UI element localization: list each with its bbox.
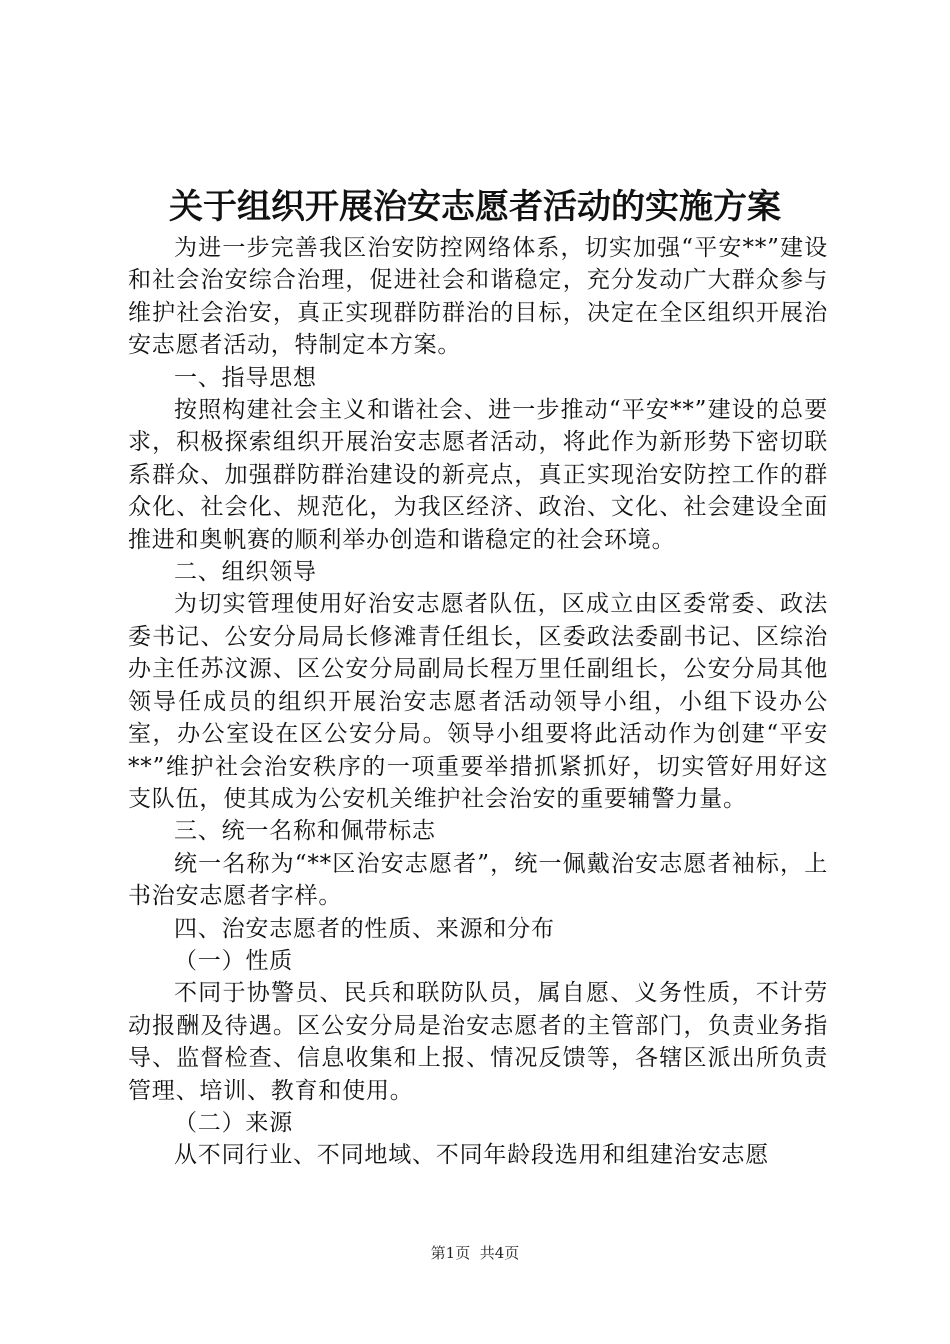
section-heading-name-and-badge: 三、统一名称和佩带标志 — [174, 818, 436, 845]
leadership-paragraph: 为切实管理使用好治安志愿者队伍，区成立由区委常委、政法委书记、公安分局局长修滩青任组长，区委政法委副书记、区综治办主任苏汶源、区公安分局副局长程万里任副组长，公安分局其他领导任成员的组织开展治安志愿者活动领导小组，小组下设办公室，办公室设在区公安分局。领导小组要将此活动作为创建“平安**”维护社会治安秩序的一项重要举措抓紧抓好，切实管好用好这支队伍，使其成为公安机关维护社会治安的重要辅警力量。 — [128, 591, 828, 812]
nature-paragraph: 不同于协警员、民兵和联防队员，属自愿、义务性质，不计劳动报酬及待遇。区公安分局是治安志愿者的主管部门，负责业务指导、监督检查、信息收集和上报、情况反馈等，各辖区派出所负责管理、培训、教育和使用。 — [128, 980, 828, 1104]
page-number: 第1页 — [430, 1244, 471, 1262]
intro-paragraph: 为进一步完善我区治安防控网络体系，切实加强“平安**”建设和社会治安综合治理，促进社会和谐稳定，充分发动广大群众参与维护社会治安，真正实现群防群治的目标，决定在全区组织开展治安志愿者活动，特制定本方案。 — [128, 235, 828, 359]
section-heading-nature-source-distribution: 四、治安志愿者的性质、来源和分布 — [174, 915, 555, 942]
page-footer — [0, 1243, 950, 1263]
document-body — [128, 232, 828, 1172]
section-heading-guiding-ideology: 一、指导思想 — [174, 364, 317, 391]
subsection-heading-nature: （一）性质 — [174, 947, 293, 974]
section-heading-leadership: 二、组织领导 — [174, 559, 317, 586]
subsection-heading-source: （二）来源 — [174, 1109, 293, 1136]
page-total: 共4页 — [479, 1244, 520, 1262]
document-title: 关于组织开展治安志愿者活动的实施方案 — [169, 187, 781, 227]
guiding-ideology-paragraph: 按照构建社会主义和谐社会、进一步推动“平安**”建设的总要求，积极探索组织开展治安志愿者活动，将此作为新形势下密切联系群众、加强群防群治建设的新亮点，真正实现治安防控工作的群众化、社会化、规范化，为我区经济、政治、文化、社会建设全面推进和奥帆赛的顺利举办创造和谐稳定的社会环境。 — [128, 397, 828, 553]
name-and-badge-paragraph: 统一名称为“**区治安志愿者”，统一佩戴治安志愿者袖标，上书治安志愿者字样。 — [128, 850, 828, 910]
source-paragraph: 从不同行业、不同地域、不同年龄段选用和组建治安志愿 — [174, 1142, 769, 1169]
